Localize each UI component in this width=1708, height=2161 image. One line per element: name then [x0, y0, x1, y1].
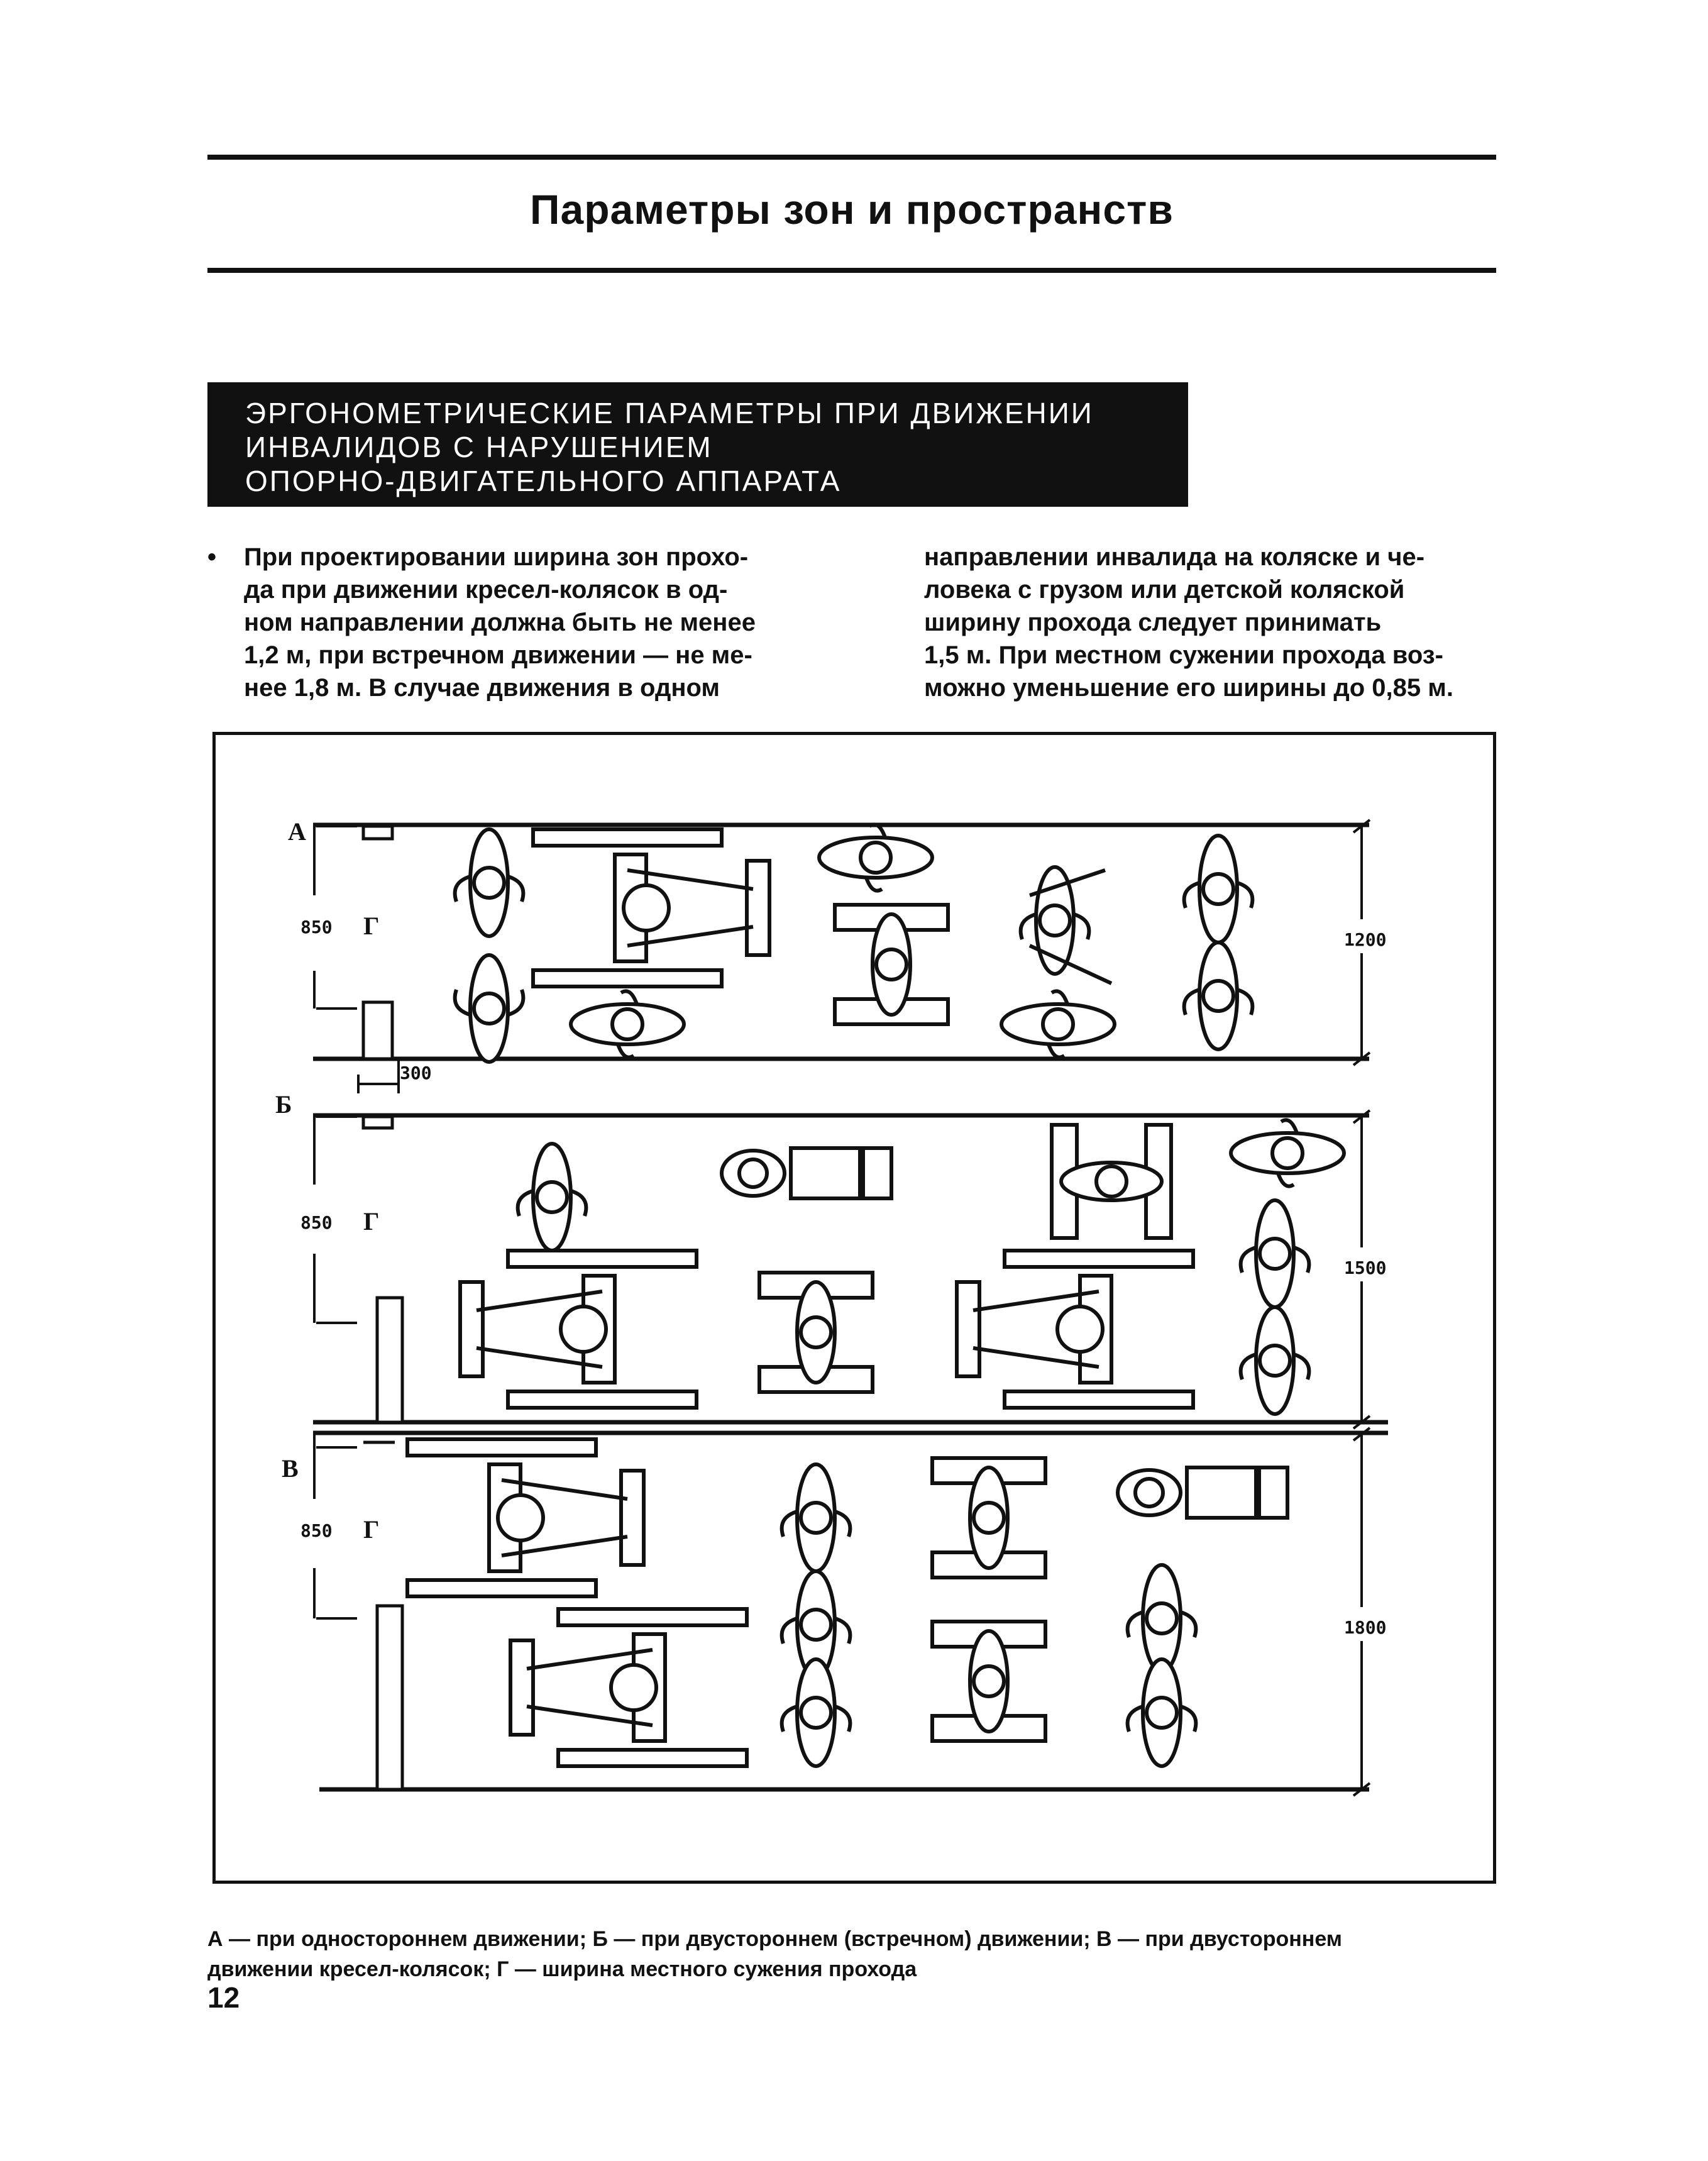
title-underline	[207, 268, 1496, 273]
narrow-width-dim: 850	[300, 1520, 333, 1541]
panel-label: В	[282, 1454, 299, 1483]
narrow-label: Г	[363, 1515, 380, 1544]
panel-v	[282, 1428, 1388, 1796]
caption-line: движении кресел-колясок; Г — ширина местного сужения прохода	[207, 1957, 917, 1981]
panel-a	[288, 817, 1386, 1093]
panel-label: А	[288, 817, 306, 846]
narrow-label: Г	[363, 1207, 380, 1235]
body-line: ширину прохода следует принимать	[924, 609, 1382, 636]
body-line: ном направлении должна быть не менее	[244, 609, 756, 636]
figure-caption	[207, 1924, 1342, 1984]
body-line: При проектировании ширина зон прохо-	[244, 543, 749, 571]
top-rule	[207, 155, 1496, 160]
panel-width-dim: 1500	[1344, 1257, 1387, 1278]
caption-line: А — при одностороннем движении; Б — при двустороннем (встречном) движении; В — при двустороннем	[207, 1927, 1342, 1951]
corridor-diagram	[212, 732, 1496, 1884]
narrow-width-dim: 850	[300, 917, 333, 937]
body-line: 1,5 м. При местном сужении прохода воз-	[924, 641, 1443, 669]
page-number: 12	[207, 1981, 240, 2014]
body-line: направлении инвалида на коляске и че-	[924, 543, 1425, 571]
panel-label: Б	[275, 1090, 292, 1119]
body-right-column	[924, 541, 1453, 704]
panel-width-dim: 1200	[1344, 929, 1387, 950]
narrow-label: Г	[363, 912, 380, 940]
section-banner	[207, 382, 1188, 507]
body-line: 1,2 м, при встречном движении — не ме-	[244, 641, 752, 669]
narrow-width-dim: 850	[300, 1212, 333, 1233]
body-line: можно уменьшение его ширины до 0,85 м.	[924, 674, 1453, 702]
panel-width-dim: 1800	[1344, 1617, 1387, 1638]
body-line: да при движении кресел-колясок в од-	[244, 576, 728, 604]
banner-line: ЭРГОНОМЕТРИЧЕСКИЕ ПАРАМЕТРЫ ПРИ ДВИЖЕНИИ	[245, 397, 1094, 429]
banner-line: ИНВАЛИДОВ С НАРУШЕНИЕМ	[245, 431, 713, 463]
banner-line: ОПОРНО-ДВИГАТЕЛЬНОГО АППАРАТА	[245, 465, 842, 497]
page-title: Параметры зон и пространств	[530, 186, 1174, 233]
post-width-dim: 300	[400, 1063, 432, 1083]
body-left-column	[244, 541, 756, 704]
panel-b	[275, 1090, 1388, 1429]
body-line: нее 1,8 м. В случае движения в одном	[244, 674, 720, 702]
body-line: ловека с грузом или детской коляской	[924, 576, 1405, 604]
bullet-mark: •	[207, 543, 217, 571]
